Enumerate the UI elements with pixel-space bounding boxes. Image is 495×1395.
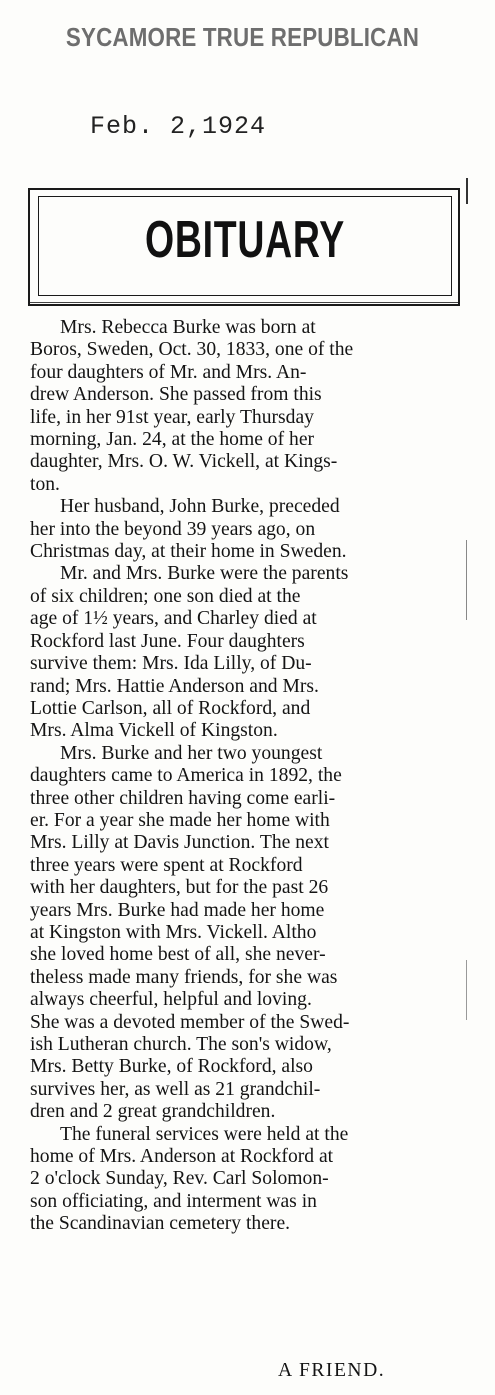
text-line: survives her, as well as 21 grandchil- bbox=[30, 1078, 321, 1100]
text-line: Mrs. Betty Burke, of Rockford, also bbox=[30, 1056, 313, 1078]
text-line: 2 o'clock Sunday, Rev. Carl Solomon- bbox=[30, 1168, 329, 1190]
text-line: Rockford last June. Four daughters bbox=[30, 630, 305, 652]
text-line: always cheerful, helpful and loving. bbox=[30, 989, 312, 1011]
text-line: life, in her 91st year, early Thursday bbox=[30, 406, 314, 428]
text-line: with her daughters, but for the past 26 bbox=[30, 877, 329, 899]
text-line: ton. bbox=[30, 473, 60, 495]
text-line: home of Mrs. Anderson at Rockford at bbox=[30, 1146, 334, 1168]
text-line: she loved home best of all, she never- bbox=[30, 944, 326, 966]
text-line: son officiating, and interment was in bbox=[30, 1190, 317, 1212]
text-line: dren and 2 great grandchildren. bbox=[30, 1101, 276, 1123]
text-line: ish Lutheran church. The son's widow, bbox=[30, 1034, 332, 1055]
obituary-paragraph bbox=[30, 496, 462, 563]
text-line: She was a devoted member of the Swed- bbox=[30, 1011, 350, 1033]
obituary-body bbox=[30, 317, 462, 1236]
masthead: SYCAMORE TRUE REPUBLICAN bbox=[65, 22, 420, 52]
text-line: Mrs. Lilly at Davis Junction. The next bbox=[30, 832, 329, 854]
text-line: three years were spent at Rockford bbox=[30, 854, 303, 876]
obituary-paragraph bbox=[30, 743, 462, 1124]
text-line: four daughters of Mr. and Mrs. An- bbox=[30, 361, 307, 383]
text-line: Mrs. Burke and her two youngest bbox=[60, 742, 323, 764]
text-line: survive them: Mrs. Ida Lilly, of Du- bbox=[30, 653, 312, 675]
text-line: morning, Jan. 24, at the home of her bbox=[30, 429, 315, 451]
text-line: Mrs. Rebecca Burke was born at bbox=[60, 317, 316, 338]
text-line: Mrs. Alma Vickell of Kingston. bbox=[30, 720, 278, 742]
text-line: drew Anderson. She passed from this bbox=[30, 384, 322, 406]
text-line: theless made many friends, for she was bbox=[30, 966, 338, 988]
obituary-paragraph bbox=[30, 1124, 462, 1236]
text-line: rand; Mrs. Hattie Anderson and Mrs. bbox=[30, 675, 319, 697]
publication-date: Feb. 2,1924 bbox=[90, 112, 267, 141]
column-rule-right-2 bbox=[466, 960, 467, 1020]
text-line: er. For a year she made her home with bbox=[30, 809, 330, 831]
signature: A FRIEND. bbox=[278, 1360, 386, 1381]
text-line: Mr. and Mrs. Burke were the parents bbox=[60, 563, 349, 585]
text-line: daughter, Mrs. O. W. Vickell, at Kings- bbox=[30, 451, 338, 473]
text-line: Boros, Sweden, Oct. 30, 1833, one of the bbox=[30, 339, 354, 361]
text-line: The funeral services were held at the bbox=[60, 1123, 349, 1145]
headline: OBITUARY bbox=[145, 211, 345, 269]
text-line: Her husband, John Burke, preceded bbox=[60, 496, 340, 518]
obituary-paragraph bbox=[30, 317, 462, 496]
headline-box-underline bbox=[30, 302, 458, 303]
text-line: the Scandinavian cemetery there. bbox=[30, 1213, 291, 1235]
text-line: at Kingston with Mrs. Vickell. Altho bbox=[30, 921, 317, 943]
text-line: years Mrs. Burke had made her home bbox=[30, 899, 325, 921]
column-rule-right bbox=[466, 540, 467, 620]
text-line: Lottie Carlson, all of Rockford, and bbox=[30, 697, 311, 719]
headline-rule-right bbox=[466, 178, 468, 204]
text-line: Christmas day, at their home in Sweden. bbox=[30, 541, 347, 563]
text-line: daughters came to America in 1892, the bbox=[30, 765, 342, 787]
obituary-paragraph bbox=[30, 563, 462, 742]
text-line: of six children; one son died at the bbox=[30, 585, 301, 607]
text-line: her into the beyond 39 years ago, on bbox=[30, 518, 316, 540]
text-line: three other children having come earli- bbox=[30, 787, 336, 809]
text-line: age of 1½ years, and Charley died at bbox=[30, 608, 317, 630]
